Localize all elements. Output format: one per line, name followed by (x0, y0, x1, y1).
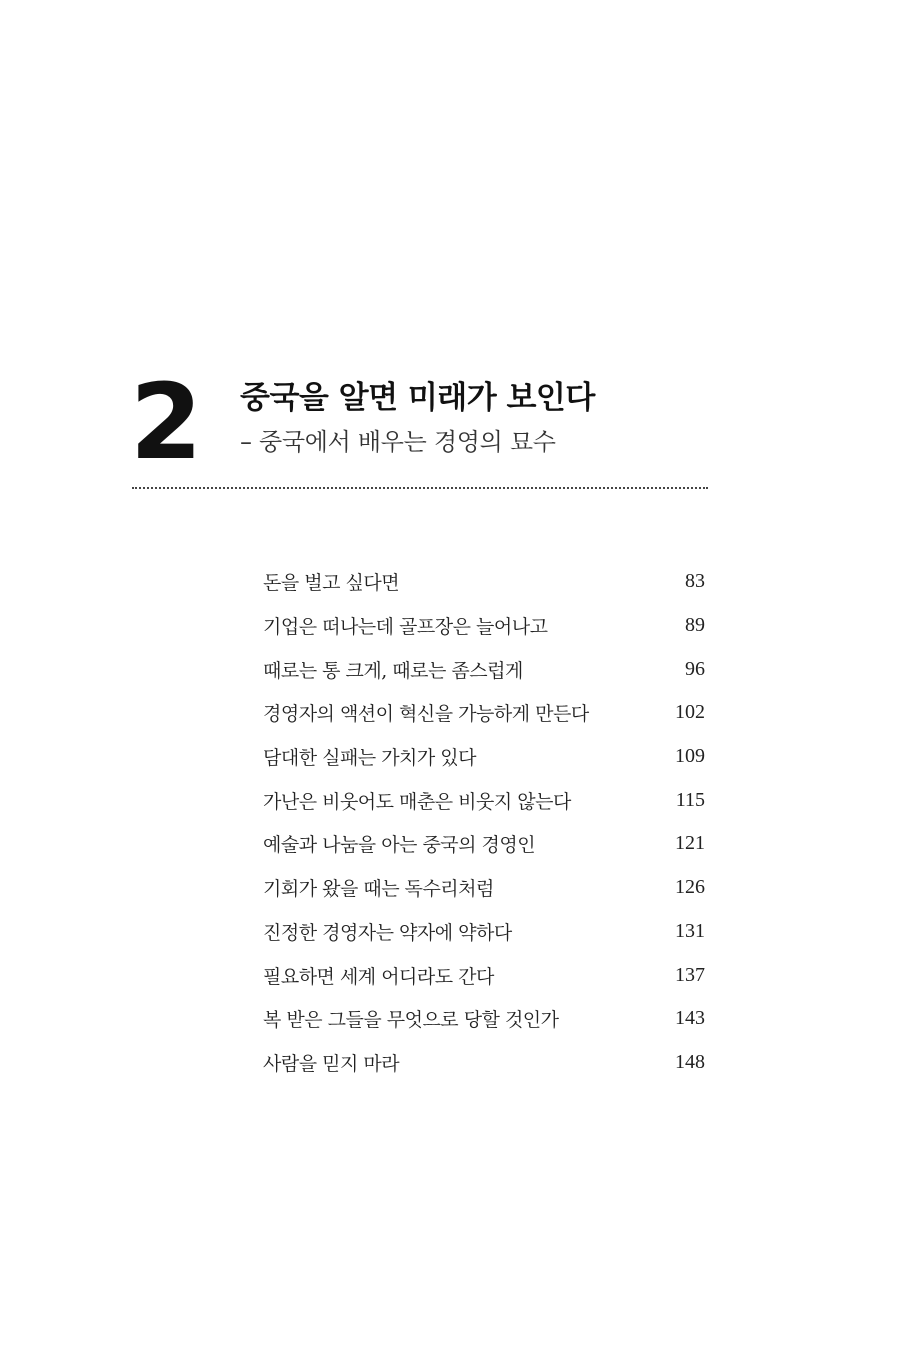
chapter-number: 2 (130, 361, 201, 483)
toc-item-title: 담대한 실패는 가치가 있다 (263, 747, 477, 770)
toc-item-page: 131 (675, 919, 705, 942)
table-of-contents (263, 560, 705, 1084)
toc-item-title: 기업은 떠나는데 골프장은 늘어나고 (263, 616, 548, 639)
toc-item[interactable] (263, 735, 705, 779)
toc-item-title: 돈을 벌고 싶다면 (263, 572, 400, 595)
toc-item-title: 복 받은 그들을 무엇으로 당할 것인가 (263, 1009, 559, 1032)
chapter-subtitle: – 중국에서 배우는 경영의 묘수 (240, 428, 556, 456)
toc-item[interactable] (263, 997, 705, 1041)
toc-item[interactable] (263, 866, 705, 910)
toc-item-page: 83 (685, 570, 705, 593)
toc-item-page: 121 (675, 832, 705, 855)
toc-item[interactable] (263, 910, 705, 954)
toc-item[interactable] (263, 1041, 705, 1085)
toc-item[interactable] (263, 647, 705, 691)
toc-item-page: 143 (675, 1007, 705, 1030)
toc-item-title: 가난은 비웃어도 매춘은 비웃지 않는다 (263, 790, 571, 813)
toc-item-page: 96 (685, 657, 705, 680)
toc-item-page: 148 (675, 1050, 705, 1073)
toc-item[interactable] (263, 953, 705, 997)
toc-item[interactable] (263, 822, 705, 866)
chapter-title: 중국을 알면 미래가 보인다 (240, 380, 595, 416)
toc-item[interactable] (263, 778, 705, 822)
toc-item-title: 사람을 믿지 마라 (263, 1052, 400, 1075)
toc-item-title: 때로는 통 크게, 때로는 좀스럽게 (263, 659, 523, 682)
toc-item-title: 경영자의 액션이 혁신을 가능하게 만든다 (263, 703, 589, 726)
toc-item-page: 126 (675, 876, 705, 899)
toc-item-title: 예술과 나눔을 아는 중국의 경영인 (263, 834, 536, 857)
toc-item[interactable] (263, 604, 705, 648)
toc-item-title: 필요하면 세계 어디라도 간다 (263, 965, 494, 988)
toc-item-page: 89 (685, 614, 705, 637)
toc-item[interactable] (263, 560, 705, 604)
toc-item-page: 137 (675, 963, 705, 986)
dotted-divider (132, 487, 708, 489)
toc-item-title: 기회가 왔을 때는 독수리처럼 (263, 878, 494, 901)
toc-item-page: 102 (675, 701, 705, 724)
toc-item-title: 진정한 경영자는 약자에 약하다 (263, 921, 512, 944)
toc-item-page: 115 (675, 788, 705, 811)
toc-item-page: 109 (675, 745, 705, 768)
toc-item[interactable] (263, 691, 705, 735)
